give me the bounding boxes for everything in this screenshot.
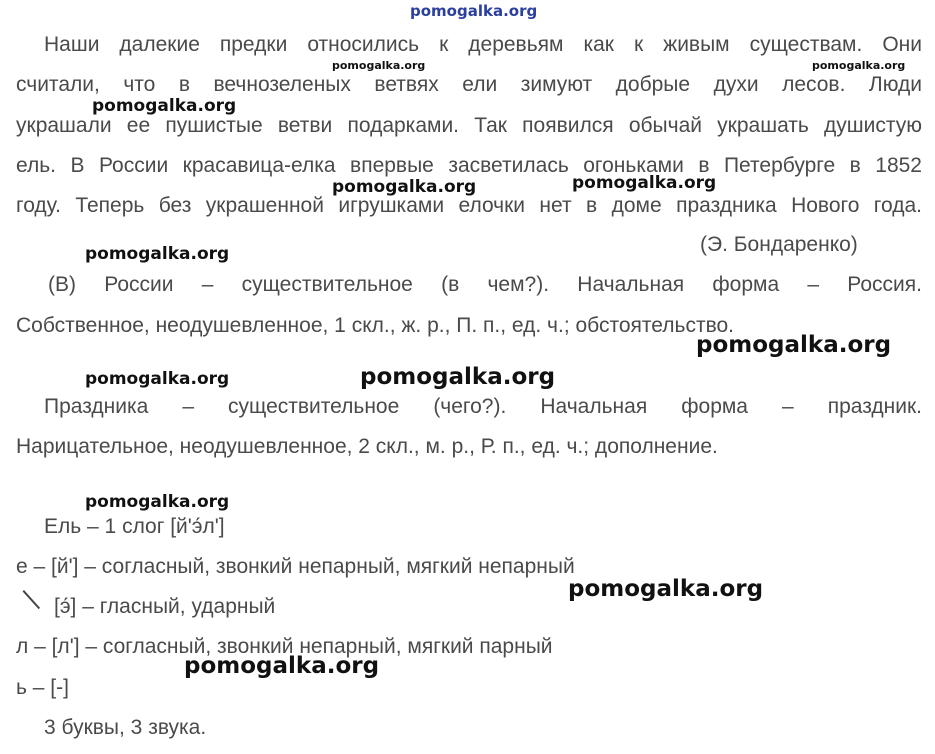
text-line-3: украшали ее пушистые ветви подарками. Так появился обычай украшать душистую [16,114,922,137]
watermark: pomogalka.org [332,177,477,197]
watermark: pomogalka.org [332,59,426,72]
text-line-4: ель. В России красавица-елка впервые засветилась огоньками в Петербурге в 1852 [16,154,922,177]
watermark: pomogalka.org [572,173,717,193]
watermark: pomogalka.org [92,96,237,116]
watermark: pomogalka.org [85,369,230,389]
watermark: pomogalka.org [184,653,380,679]
analysis-word2-line1: Праздника – существительное (чего?). Начальная форма – праздник. [44,395,922,418]
analysis-word1-line2: Собственное, неодушевленное, 1 скл., ж. р., П. п., ед. ч.; обстоятельство. [16,314,735,337]
watermark: pomogalka.org [85,244,230,264]
analysis-word2-line2: Нарицательное, неодушевленное, 2 скл., м. р., Р. п., ед. ч.; дополнение. [16,435,718,458]
watermark: pomogalka.org [360,364,556,390]
analysis-word1-line1: (В) России – существительное (в чем?). Начальная форма – Россия. [48,273,922,296]
phonetic-title: Ель – 1 слог [й'э́л'] [44,515,225,538]
text-line-2: считали, что в вечнозеленых ветвях ели зимуют добрые духи лесов. Люди [16,73,922,96]
phonetic-line-vowel: [э́] – гласный, ударный [54,595,276,618]
branch-mark [23,590,40,609]
watermark: pomogalka.org [812,59,906,72]
text-line-5: году. Теперь без украшенной игрушками елочки нет в доме праздника Нового года. [16,194,922,217]
watermark: pomogalka.org [85,492,230,512]
watermark: pomogalka.org [568,576,764,602]
phonetic-line-e: е – [й'] – согласный, звонкий непарный, мягкий непарный [16,555,575,578]
phonetic-summary: 3 буквы, 3 звука. [44,716,207,739]
watermark: pomogalka.org [410,2,538,20]
watermark: pomogalka.org [696,332,892,358]
text-line-1: Наши далекие предки относились к деревьям как к живым существам. Они [44,33,922,56]
phonetic-line-soft-sign: ь – [-] [16,676,69,699]
phonetic-line-l: л – [л'] – согласный, звонкий непарный, мягкий парный [16,635,553,658]
author-attribution: (Э. Бондаренко) [700,233,858,256]
